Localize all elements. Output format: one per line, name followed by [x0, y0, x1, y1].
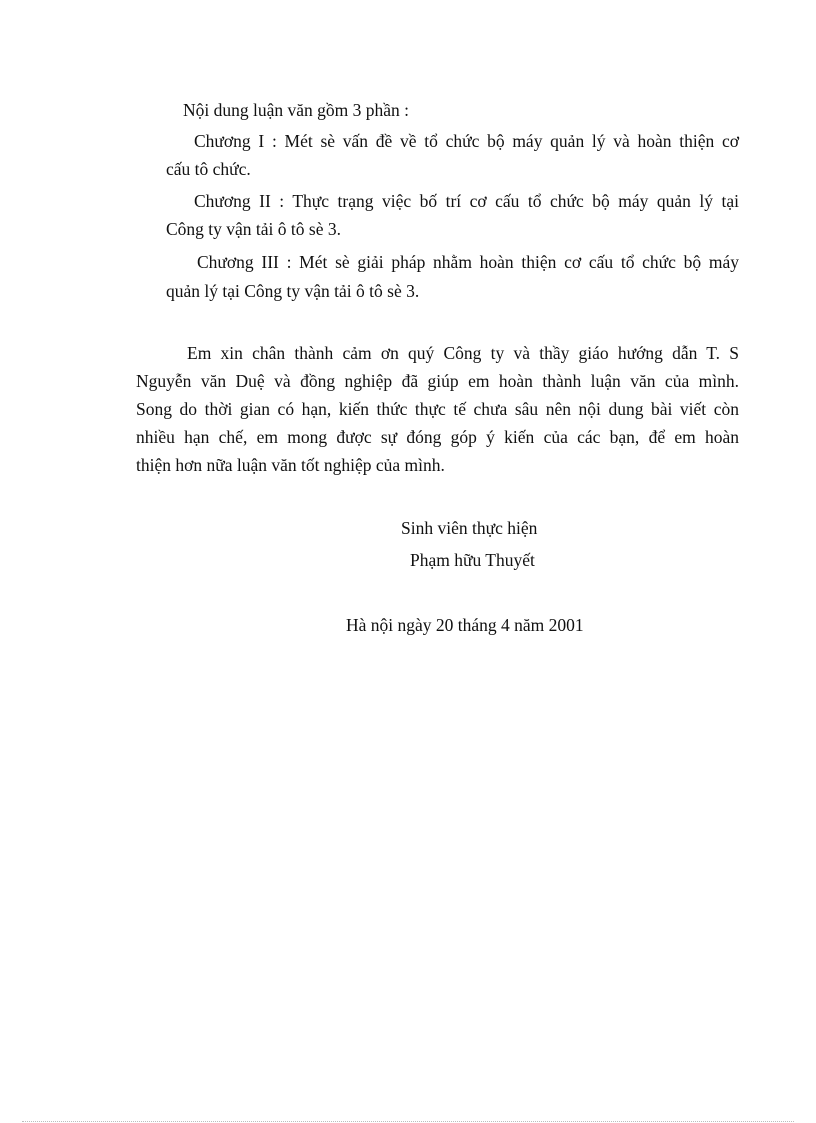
chapter-2-title-line: Chương II : Thực trạng việc bố trí cơ cấu tổ chức bộ máy quản lý tại: [194, 191, 739, 211]
thanks-paragraph-line: Nguyễn văn Duệ và đồng nghiệp đã giúp em hoàn thành luận văn của mình.: [136, 371, 739, 391]
signature-title: Sinh viên thực hiện: [401, 518, 538, 538]
thanks-paragraph-line: Em xin chân thành cảm ơn quý Công ty và thầy giáo hướng dẫn T. S: [187, 343, 739, 363]
intro-line: Nội dung luận văn gồm 3 phần :: [183, 100, 410, 120]
chapter-1-continuation-line: cấu tô chức.: [166, 159, 251, 179]
chapter-2-continuation-line: Công ty vận tải ô tô sè 3.: [166, 219, 341, 239]
signature-name: Phạm hữu Thuyết: [410, 550, 535, 570]
date-line: Hà nội ngày 20 tháng 4 năm 2001: [346, 615, 584, 635]
chapter-1-title-line: Chương I : Mét sè vấn đề về tổ chức bộ máy quản lý và hoàn thiện cơ: [194, 131, 739, 151]
page-bottom-border: [22, 1121, 794, 1122]
thanks-paragraph-line: nhiều hạn chế, em mong được sự đóng góp ý kiến của các bạn, để em hoàn: [136, 427, 739, 447]
chapter-3-title-line: Chương III : Mét sè giải pháp nhằm hoàn thiện cơ cấu tổ chức bộ máy: [197, 252, 739, 272]
chapter-3-continuation-line: quản lý tại Công ty vận tải ô tô sè 3.: [166, 281, 420, 301]
thanks-paragraph-line: Song do thời gian có hạn, kiến thức thực tế chưa sâu nên nội dung bài viết còn: [136, 399, 739, 419]
thanks-paragraph-line: thiện hơn nữa luận văn tốt nghiệp của mình.: [136, 455, 445, 475]
